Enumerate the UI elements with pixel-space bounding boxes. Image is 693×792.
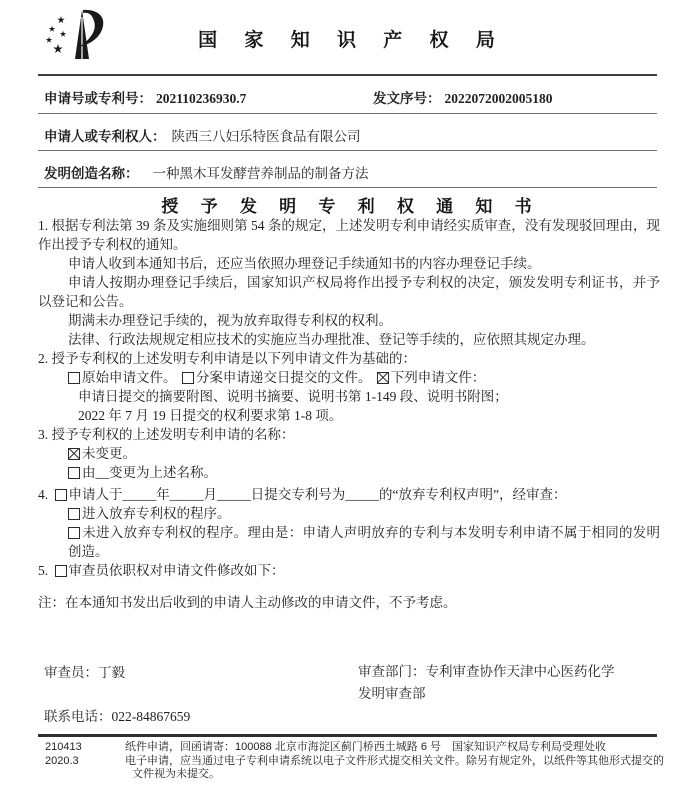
item3-option-changed <box>38 463 660 482</box>
item1-paragraph-4: 期满未办理登记手续的，视为放弃取得专利权的权利。 <box>68 313 392 328</box>
item1-paragraph: 1. 根据专利法第 39 条及实施细则第 54 条的规定，上述发明专利申请经实质审查，没有发现驳回理由，现作出授予专利权的通知。 <box>38 218 660 252</box>
item4-option-enter <box>38 504 660 523</box>
applicant-label: 申请人或专利权人： <box>44 129 166 144</box>
form-code: 210413 <box>45 741 82 753</box>
name-unchanged-label: 未变更。 <box>82 446 136 461</box>
item3-option-unchanged <box>38 444 660 463</box>
checkbox-divisional-files <box>182 372 194 384</box>
note-line: 注：在本通知书发出后收到的申请人主动修改的申请文件，不予考虑。 <box>38 595 457 610</box>
original-files-label: 原始申请文件。 <box>82 370 177 385</box>
department-name: 专利审查协作天津中心医药化学 <box>425 664 615 679</box>
checkbox-following-files <box>377 372 389 384</box>
checkbox-name-changed <box>68 467 80 479</box>
item4-number: 4. <box>38 487 49 502</box>
item1-paragraph-5: 法律、行政法规规定相应技术的实施应当办理批准、登记等手续的，应依照其规定办理。 <box>68 332 595 347</box>
enter-abandon-label: 进入放弃专利权的程序。 <box>82 506 231 521</box>
following-files-label: 下列申请文件： <box>390 370 486 385</box>
item4-heading <box>38 485 660 504</box>
rule-footer <box>38 734 657 737</box>
abandon-declaration-label: 申请人于_____年_____月_____日提交专利号为_____的“放弃专利权声明”，经审查： <box>68 487 567 502</box>
checkbox-enter-abandon <box>68 508 80 520</box>
rule-1 <box>38 113 657 114</box>
footer-line-paper: 纸件申请，回函请寄：100088 北京市海淀区蓟门桥西土城路 6 号 国家知识产权局专利局受理处收 <box>125 741 606 753</box>
invention-name-label: 发明创造名称： <box>44 166 139 181</box>
applicant-value: 陕西三八妇乐特医食品有限公司 <box>171 129 361 144</box>
phone-row <box>44 705 190 725</box>
item2-options-row <box>38 368 660 387</box>
examiner-amendment-label: 审查员依职权对申请文件修改如下： <box>68 563 285 578</box>
footer-line-electronic-wrap: 文件视为未提交。 <box>132 768 220 780</box>
examiner-label: 审查员： <box>44 665 98 680</box>
notice-title: 授 予 发 明 专 利 权 通 知 书 <box>161 197 541 216</box>
item5-number: 5. <box>38 563 49 578</box>
item3-heading: 3. 授予专利权的上述发明专利申请的名称： <box>38 427 295 442</box>
dispatch-number-label: 发文序号： <box>373 91 441 106</box>
checkbox-name-unchanged <box>68 448 80 460</box>
application-number-value: 202110236930.7 <box>156 91 247 106</box>
department-line2: 发明审查部 <box>358 686 426 701</box>
phone-number: 022-84867659 <box>111 709 191 724</box>
application-number-label: 申请号或专利号： <box>44 91 152 106</box>
item2-files-line1: 申请日提交的摘要附图、说明书摘要、说明书第 1-149 段、说明书附图； <box>78 389 508 404</box>
checkbox-not-enter-abandon <box>68 527 80 539</box>
rule-header <box>38 74 657 76</box>
department-label: 审查部门： <box>358 664 426 679</box>
dispatch-number-value: 2022072002005180 <box>444 91 553 106</box>
item5-heading <box>38 561 660 580</box>
checkbox-original-files <box>68 372 80 384</box>
rule-3 <box>38 187 657 188</box>
meta-row-invention <box>44 162 657 182</box>
item1-paragraph-3: 申请人按期办理登记手续后，国家知识产权局将作出授予专利权的决定，颁发发明专利证书，并予以登记和公告。 <box>38 275 660 309</box>
meta-row-numbers <box>44 87 657 107</box>
invention-name-value: 一种黑木耳发酵营养制品的制备方法 <box>152 166 369 181</box>
footer-instructions <box>125 741 670 782</box>
checkbox-abandon-declaration <box>55 489 67 501</box>
form-version: 2020.3 <box>45 754 79 767</box>
not-enter-abandon-label: 未进入放弃专利权的程序。理由是：申请人声明放弃的专利与本发明专利申请不属于相同的发明创造。 <box>68 525 660 559</box>
phone-label: 联系电话： <box>44 709 112 724</box>
department-block <box>358 661 668 705</box>
item2-files-line2: 2022 年 7 月 19 日提交的权利要求第 1-8 项。 <box>78 408 343 423</box>
footer-line-electronic: 电子申请，应当通过电子专利申请系统以电子文件形式提交相关文件。除另有规定外，以纸件等其他形式提交的 <box>125 754 664 767</box>
name-changed-label: 由__变更为上述名称。 <box>82 465 217 480</box>
item4-option-not-enter <box>38 523 660 561</box>
department-line1 <box>358 661 668 683</box>
examiner-name: 丁毅 <box>98 665 125 680</box>
form-codes <box>45 741 82 768</box>
checkbox-examiner-amendment <box>55 565 67 577</box>
notice-body <box>38 216 660 612</box>
meta-row-applicant <box>44 125 657 145</box>
rule-2 <box>38 150 657 151</box>
dispatch-number <box>373 87 553 107</box>
item1-paragraph-2: 申请人收到本通知书后，还应当依照办理登记手续通知书的内容办理登记手续。 <box>68 256 541 271</box>
examiner-row <box>44 661 125 681</box>
agency-title: 国 家 知 识 产 权 局 <box>198 30 506 51</box>
divisional-files-label: 分案申请递交日提交的文件。 <box>195 370 372 385</box>
item2-heading: 2. 授予专利权的上述发明专利申请是以下列申请文件为基础的： <box>38 351 416 366</box>
